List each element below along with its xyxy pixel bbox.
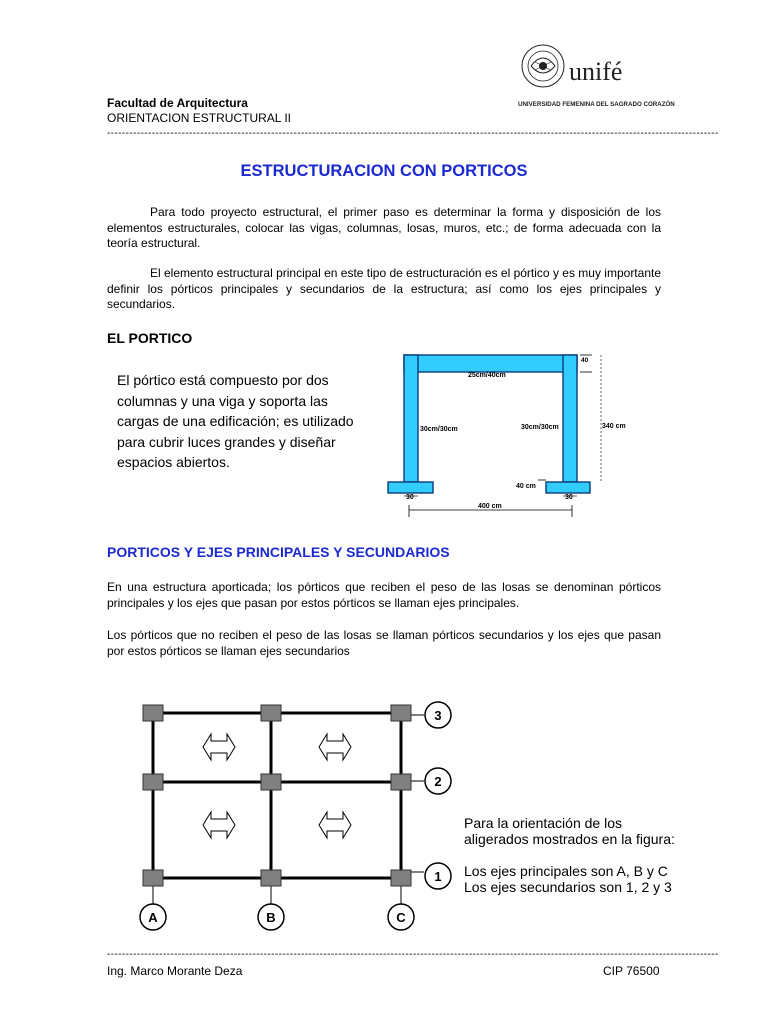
column-node [143, 870, 163, 886]
logo-seal [522, 45, 564, 87]
span-dim: 400 cm [478, 503, 502, 510]
axes-plan-diagram [125, 690, 465, 940]
axis-label-b: B [266, 910, 276, 925]
intro-paragraph-2: El elemento estructural principal en este tipo de estructuración es el pórtico y es muy importante definir los pórticos principales y secundarios de la estructura; así como los ejes principales y secundarios. [107, 266, 661, 311]
column-node [391, 774, 411, 790]
right-column-size-label: 30cm/30cm [521, 424, 559, 431]
logo-brand: unifé [569, 57, 623, 86]
portico-left-column [404, 355, 418, 482]
slab-direction-arrow-icon [319, 734, 351, 760]
beam-depth-dim: 40 [581, 357, 589, 364]
header-divider: -------------------------------------------------------------------------------------------------------------------------------------------------------------------- [107, 128, 719, 139]
portico-right-column [563, 355, 577, 482]
column-node [391, 705, 411, 721]
footing-depth-dim: 40 cm [516, 483, 536, 490]
portico-diagram [380, 350, 635, 520]
column-node [261, 705, 281, 721]
slab-direction-arrow-icon [203, 734, 235, 760]
legend-secondary-axes: Los ejes secundarios son 1, 2 y 3 [464, 879, 672, 895]
axes-legend [464, 815, 714, 895]
footer-divider: -------------------------------------------------------------------------------------------------------------------------------------------------------------------- [107, 949, 719, 960]
left-base-dim: 30 [406, 494, 414, 501]
column-node [261, 870, 281, 886]
course-name: ORIENTACION ESTRUCTURAL II [107, 111, 292, 125]
axis-label-2: 2 [434, 774, 442, 789]
university-logo [515, 42, 675, 114]
column-node [143, 774, 163, 790]
portico-heading: EL PORTICO [107, 330, 193, 346]
legend-principal-axes: Los ejes principales son A, B y C [464, 863, 668, 879]
portico-right-footing [546, 482, 590, 493]
legend-line: aligerados mostrados en la figura: [464, 831, 675, 847]
right-base-dim: 30 [565, 494, 573, 501]
axis-label-c: C [396, 910, 406, 925]
faculty-name: Facultad de Arquitectura [107, 96, 248, 110]
ejes-paragraph-2: Los pórticos que no reciben el peso de las losas se llaman pórticos secundarios y los ejes que pasan por estos pórticos se llaman ejes secundarios [107, 628, 661, 658]
column-node [261, 774, 281, 790]
portico-beam [404, 355, 577, 372]
beam-size-label: 25cm/40cm [468, 372, 506, 379]
column-node [143, 705, 163, 721]
slab-direction-arrow-icon [319, 812, 351, 838]
logo-subtitle: UNIVERSIDAD FEMENINA DEL SAGRADO CORAZÓN [518, 101, 675, 108]
legend-line: Para la orientación de los [464, 815, 622, 831]
footer-author: Ing. Marco Morante Deza [107, 964, 243, 978]
column-node [391, 870, 411, 886]
footer-cip: CIP 76500 [603, 964, 660, 978]
intro-paragraph-1: Para todo proyecto estructural, el primer paso es determinar la forma y disposición de los elementos estructurales, colocar las vigas, columnas, losas, muros, etc.; de forma adecuada con la teoría estructural. [107, 205, 661, 250]
axis-label-3: 3 [434, 708, 442, 723]
frame-height-dim: 340 cm [602, 423, 626, 430]
axis-label-a: A [148, 910, 158, 925]
page-title: ESTRUCTURACION CON PORTICOS [240, 162, 528, 180]
slab-direction-arrow-icon [203, 812, 235, 838]
ejes-heading: PORTICOS Y EJES PRINCIPALES Y SECUNDARIOS [107, 544, 450, 560]
portico-description: El pórtico está compuesto por dos columnas y una viga y soporta las cargas de una edificación; es utilizado para cubrir luces grandes y diseñar espacios abiertos. [117, 372, 354, 470]
portico-left-footing [388, 482, 433, 493]
ejes-paragraph-1: En una estructura aporticada; los pórticos que reciben el peso de las losas se denominan pórticos principales y los ejes que pasan por estos pórticos se llaman ejes principales. [107, 580, 661, 610]
axis-label-1: 1 [434, 869, 442, 884]
left-column-size-label: 30cm/30cm [420, 426, 458, 433]
